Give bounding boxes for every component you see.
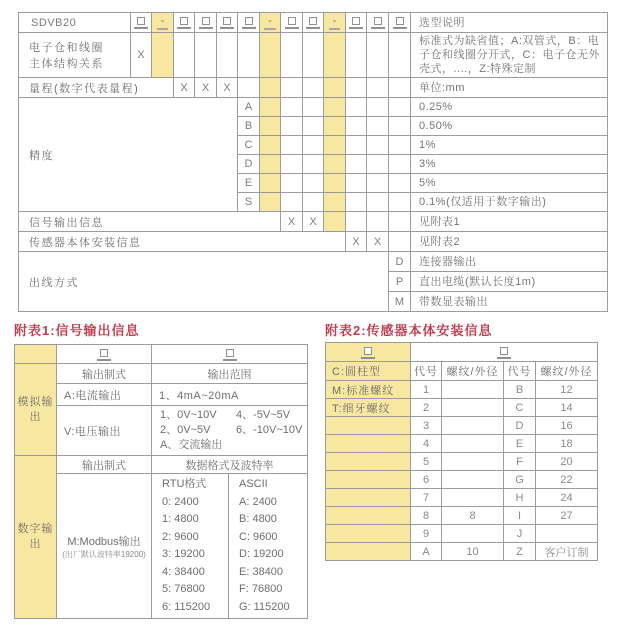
blank-box-icon — [242, 17, 256, 29]
voltage-range-line — [152, 423, 307, 438]
highlight-cell — [326, 525, 411, 543]
empty-cell — [367, 155, 389, 174]
wiring-code: M — [389, 292, 411, 312]
code-cell: E — [504, 435, 536, 453]
size-cell — [536, 525, 598, 543]
empty-cell — [281, 193, 303, 212]
table-row — [326, 362, 598, 381]
empty-cell — [281, 33, 303, 78]
empty-cell — [217, 33, 238, 78]
highlight-cell — [326, 471, 411, 489]
blank-box-icon — [349, 17, 363, 29]
highlight-cell — [324, 136, 346, 155]
format-header: 输出制式 — [57, 456, 152, 474]
empty-cell — [389, 174, 411, 193]
rtu-item: 0: 2400 — [162, 495, 199, 508]
empty-cell — [281, 155, 303, 174]
code-slot — [346, 13, 367, 33]
structure-label — [19, 33, 131, 78]
highlight-cell — [326, 417, 411, 435]
ascii-item: G: 115200 — [239, 600, 290, 613]
voltage-range-item: 4、-5V~5V — [236, 409, 291, 421]
code-cell: 2 — [411, 399, 442, 417]
highlight-cell — [260, 117, 281, 136]
highlight-cell — [260, 98, 281, 117]
col-header: 代号 — [504, 362, 536, 381]
highlight-cell — [326, 507, 411, 525]
empty-cell — [346, 33, 367, 78]
format-header: 输出制式 — [57, 364, 152, 384]
rtu-item: 2: 9600 — [162, 530, 199, 543]
thread-label: M:标准螺纹 — [326, 381, 411, 399]
modbus-mode-text: M:Modbus输出 — [67, 535, 141, 548]
size-cell — [442, 417, 504, 435]
ascii-item: E: 38400 — [239, 565, 284, 578]
col-header: 代号 — [411, 362, 442, 381]
table-row — [15, 456, 308, 474]
modbus-default-note: (出厂默认波特率19200) — [62, 549, 146, 559]
mounting-mark: X — [367, 232, 389, 252]
wiring-code: D — [389, 252, 411, 272]
code-cell: 5 — [411, 453, 442, 471]
structure-label-line2: 主体结构关系 — [29, 58, 104, 70]
size-cell — [442, 381, 504, 399]
current-range: 1、4mA~20mA — [152, 384, 308, 406]
highlight-cell — [324, 155, 346, 174]
blank-box-icon — [371, 17, 385, 29]
mounting-table — [325, 342, 598, 561]
accuracy-desc: 0.1%(仅适用于数字输出) — [411, 193, 608, 212]
highlight-cell — [324, 193, 346, 212]
mounting-mark: X — [346, 232, 367, 252]
rtu-header: RTU格式 — [162, 478, 207, 490]
empty-cell — [367, 98, 389, 117]
code-slot — [131, 13, 152, 33]
code-slot — [195, 13, 217, 33]
blank-box-icon — [220, 17, 234, 29]
empty-cell — [389, 98, 411, 117]
ascii-item: D: 19200 — [239, 548, 284, 560]
mounting-desc: 见附表2 — [411, 232, 608, 252]
empty-cell — [195, 33, 217, 78]
highlight-cell — [326, 453, 411, 471]
range-mark: X — [174, 78, 195, 98]
code-cell: 8 — [411, 507, 442, 525]
code-cell: Z — [504, 543, 536, 561]
empty-cell — [389, 136, 411, 155]
table-row — [326, 525, 598, 543]
mounting-label: 传感器本体安装信息 — [19, 232, 346, 252]
ascii-header: ASCII — [239, 478, 268, 490]
size-cell — [442, 489, 504, 507]
blank-box-icon — [497, 347, 511, 359]
code-cell: 7 — [411, 489, 442, 507]
mounting-row — [19, 232, 608, 252]
appendix2-title: 附表2:传感器本体安装信息 — [325, 323, 493, 338]
code-slot — [217, 13, 238, 33]
empty-cell — [281, 98, 303, 117]
size-cell: 12 — [536, 381, 598, 399]
code-slot — [152, 345, 308, 364]
accuracy-desc: 0.50% — [411, 117, 608, 136]
wiring-row — [19, 252, 608, 272]
table-row — [326, 489, 598, 507]
highlight-cell — [260, 78, 281, 98]
spec-header: 选型说明 — [411, 13, 608, 33]
col-header: 螺纹/外径 — [536, 362, 598, 381]
rtu-item: 5: 76800 — [162, 583, 205, 595]
size-cell — [442, 399, 504, 417]
accuracy-code: E — [238, 174, 260, 193]
header-row — [19, 13, 608, 33]
table-row — [326, 453, 598, 471]
range-mark: X — [195, 78, 217, 98]
blank-box-icon — [199, 17, 213, 29]
range-label: 量程(数字代表量程) — [19, 78, 174, 98]
col-header: 螺纹/外径 — [442, 362, 504, 381]
range-header: 输出范围 — [152, 364, 308, 384]
rtu-item: 3: 19200 — [162, 548, 205, 560]
size-cell — [442, 453, 504, 471]
table-row — [326, 507, 598, 525]
table-row — [15, 474, 308, 619]
blank-box-icon — [306, 17, 320, 29]
rtu-item: 1: 4800 — [162, 513, 199, 525]
modbus-mode — [57, 474, 152, 619]
accuracy-code: A — [238, 98, 260, 117]
blank-box-icon — [177, 17, 191, 29]
code-cell: 3 — [411, 417, 442, 435]
highlight-cell — [260, 33, 281, 78]
table-row — [326, 343, 598, 362]
empty-cell — [389, 232, 411, 252]
table-row — [326, 435, 598, 453]
voltage-range-item: A、交流输出 — [160, 439, 223, 451]
empty-cell — [367, 136, 389, 155]
voltage-range-line — [152, 438, 307, 453]
ascii-item: A: 2400 — [239, 495, 277, 508]
table-row — [15, 345, 308, 364]
table-row — [326, 543, 598, 561]
size-cell — [442, 435, 504, 453]
code-cell: 1 — [411, 381, 442, 399]
highlight-cell — [324, 212, 346, 232]
empty-cell — [281, 117, 303, 136]
wiring-desc: 带数显表输出 — [411, 292, 608, 312]
empty-cell — [389, 212, 411, 232]
structure-label-line1: 电子仓和线圈 — [29, 42, 104, 54]
accuracy-code: C — [238, 136, 260, 155]
signal-output-table — [14, 344, 308, 619]
empty-cell — [367, 78, 389, 98]
appendix1-title: 附表1:信号输出信息 — [14, 323, 140, 338]
ascii-baud-list — [229, 474, 308, 619]
wiring-desc: 连接器输出 — [411, 252, 608, 272]
empty-cell — [303, 117, 324, 136]
size-cell: 22 — [536, 471, 598, 489]
blank-box-icon — [134, 17, 148, 29]
code-slot — [238, 13, 260, 33]
size-cell: 24 — [536, 489, 598, 507]
accuracy-row — [19, 98, 608, 117]
code-slot — [303, 13, 324, 33]
voltage-ranges — [152, 406, 308, 456]
voltage-range-item: 1、0V~10V — [160, 409, 217, 421]
dash-separator: - — [157, 17, 169, 30]
signal-mark: X — [281, 212, 303, 232]
code-slot — [326, 343, 411, 362]
range-desc: 单位:mm — [411, 78, 608, 98]
empty-cell — [367, 212, 389, 232]
voltage-mode: V:电压输出 — [57, 406, 152, 456]
empty-cell — [238, 78, 260, 98]
signal-desc: 见附表1 — [411, 212, 608, 232]
size-cell: 14 — [536, 399, 598, 417]
baud-header: 数据格式及波特率 — [152, 456, 308, 474]
empty-cell — [389, 78, 411, 98]
code-slot — [389, 13, 411, 33]
wiring-code: P — [389, 272, 411, 292]
highlight-cell — [260, 155, 281, 174]
current-mode: A:电流输出 — [57, 384, 152, 406]
highlight-cell — [324, 78, 346, 98]
empty-cell — [174, 33, 195, 78]
ascii-item: B: 4800 — [239, 513, 277, 525]
highlight-cell — [324, 117, 346, 136]
separator-cell — [260, 13, 281, 33]
blank-box-icon — [285, 17, 299, 29]
code-cell: I — [504, 507, 536, 525]
empty-cell — [346, 136, 367, 155]
digital-category: 数字输出 — [15, 456, 57, 619]
analog-category: 模拟输出 — [15, 364, 57, 456]
highlight-cell — [152, 33, 174, 78]
size-cell: 10 — [442, 543, 504, 561]
empty-cell — [303, 155, 324, 174]
accuracy-code: D — [238, 155, 260, 174]
size-cell — [442, 471, 504, 489]
empty-cell — [389, 33, 411, 78]
code-cell: H — [504, 489, 536, 507]
signal-mark: X — [303, 212, 324, 232]
ascii-item: C: 9600 — [239, 530, 278, 543]
code-slot — [411, 343, 598, 362]
empty-cell — [238, 33, 260, 78]
voltage-range-item: 2、0V~5V — [160, 424, 211, 436]
empty-cell — [389, 193, 411, 212]
highlight-cell — [326, 489, 411, 507]
highlight-cell — [324, 33, 346, 78]
highlight-cell — [324, 98, 346, 117]
empty-cell — [389, 155, 411, 174]
empty-cell — [346, 212, 367, 232]
accuracy-desc: 3% — [411, 155, 608, 174]
code-cell: 6 — [411, 471, 442, 489]
range-row — [19, 78, 608, 98]
structure-desc: 标准式为缺省值；A:双管式，B：电子仓和线圈分开式，C：电子仓无外壳式，....，Z:特殊定制 — [411, 33, 608, 78]
code-cell: J — [504, 525, 536, 543]
code-slot — [57, 345, 152, 364]
empty-cell — [303, 78, 324, 98]
accuracy-code: S — [238, 193, 260, 212]
accuracy-desc: 5% — [411, 174, 608, 193]
empty-cell — [367, 33, 389, 78]
size-cell — [442, 525, 504, 543]
dash-separator: - — [329, 17, 341, 30]
range-mark: X — [217, 78, 238, 98]
empty-cell — [303, 193, 324, 212]
size-cell: 18 — [536, 435, 598, 453]
model-name: SDVB20 — [19, 13, 131, 33]
empty-cell — [367, 117, 389, 136]
voltage-range-item: 6、-10V~10V — [236, 424, 303, 436]
blank-box-icon — [393, 17, 407, 29]
code-cell: G — [504, 471, 536, 489]
table-row — [15, 364, 308, 384]
table-row — [15, 384, 308, 406]
rtu-baud-list — [152, 474, 229, 619]
code-slot — [174, 13, 195, 33]
accuracy-label: 精度 — [19, 98, 238, 212]
code-cell: C — [504, 399, 536, 417]
table-row — [326, 417, 598, 435]
empty-cell — [346, 98, 367, 117]
size-cell: 16 — [536, 417, 598, 435]
code-cell: 4 — [411, 435, 442, 453]
structure-mark: X — [131, 33, 152, 78]
empty-cell — [303, 136, 324, 155]
blank-box-icon — [223, 349, 237, 361]
thread-label: T:细牙螺纹 — [326, 399, 411, 417]
code-cell: 9 — [411, 525, 442, 543]
highlight-cell — [260, 174, 281, 193]
signal-row — [19, 212, 608, 232]
table-row — [15, 406, 308, 456]
size-cell: 客户订制 — [536, 543, 598, 561]
highlight-cell — [15, 345, 57, 364]
empty-cell — [281, 136, 303, 155]
voltage-range-line — [152, 408, 307, 423]
table-row — [326, 399, 598, 417]
ascii-item: F: 76800 — [239, 583, 283, 595]
accuracy-desc: 1% — [411, 136, 608, 155]
empty-cell — [346, 174, 367, 193]
accuracy-desc: 0.25% — [411, 98, 608, 117]
signal-label: 信号输出信息 — [19, 212, 281, 232]
highlight-cell — [260, 193, 281, 212]
highlight-cell — [326, 543, 411, 561]
highlight-cell — [260, 136, 281, 155]
dash-separator: - — [264, 17, 276, 30]
rtu-item: 4: 38400 — [162, 565, 205, 578]
separator-cell — [324, 13, 346, 33]
table-row — [326, 381, 598, 399]
code-cell: B — [504, 381, 536, 399]
empty-cell — [303, 33, 324, 78]
highlight-cell — [324, 174, 346, 193]
wiring-desc: 直出电缆(默认长度1m) — [411, 272, 608, 292]
blank-box-icon — [97, 349, 111, 361]
code-cell: D — [504, 417, 536, 435]
empty-cell — [389, 117, 411, 136]
type-label: C:圆柱型 — [326, 362, 411, 381]
code-slot — [367, 13, 389, 33]
structure-row — [19, 33, 608, 78]
size-cell: 20 — [536, 453, 598, 471]
empty-cell — [303, 174, 324, 193]
accuracy-code: B — [238, 117, 260, 136]
size-cell: 27 — [536, 507, 598, 525]
size-cell: 8 — [442, 507, 504, 525]
empty-cell — [303, 98, 324, 117]
table-row — [326, 471, 598, 489]
empty-cell — [281, 78, 303, 98]
code-slot — [281, 13, 303, 33]
code-cell: A — [411, 543, 442, 561]
code-cell: F — [504, 453, 536, 471]
rtu-item: 6: 115200 — [162, 600, 211, 613]
wiring-label: 出线方式 — [19, 252, 389, 312]
empty-cell — [281, 174, 303, 193]
highlight-cell — [326, 435, 411, 453]
separator-cell — [152, 13, 174, 33]
empty-cell — [367, 193, 389, 212]
empty-cell — [346, 117, 367, 136]
empty-cell — [346, 193, 367, 212]
empty-cell — [367, 174, 389, 193]
blank-box-icon — [361, 347, 375, 359]
empty-cell — [346, 155, 367, 174]
selection-table — [18, 12, 608, 312]
empty-cell — [346, 78, 367, 98]
